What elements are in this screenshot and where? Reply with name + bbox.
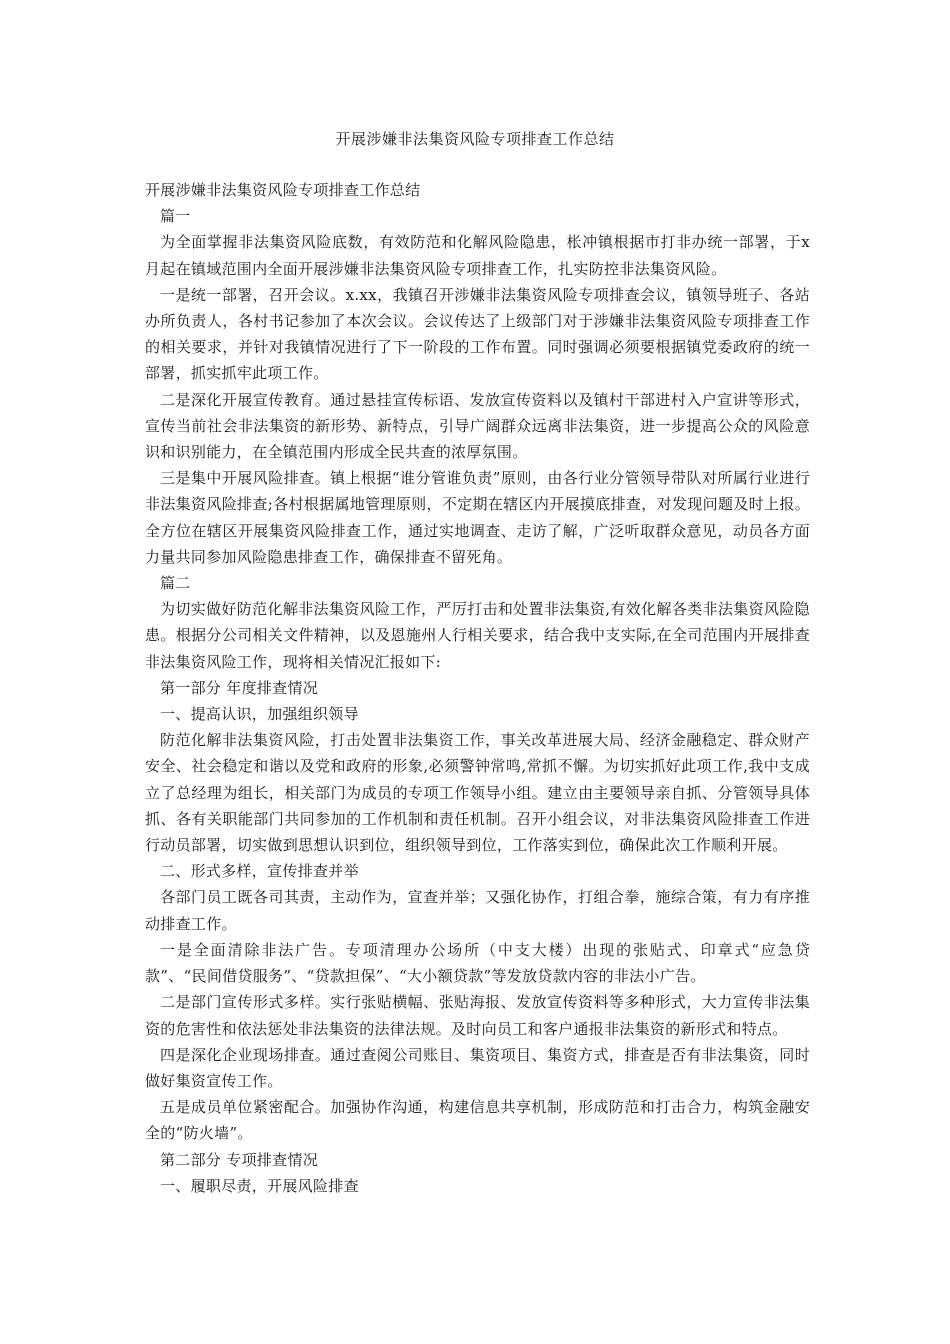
paragraph: 为切实做好防范化解非法集资风险工作，严厉打击和处置非法集资,有效化解各类非法集资风险隐患。根据分公司相关文件精神，以及恩施州人行相关要求，结合我中支实际,在全司范围内开展排查非法集资风险工作，现将相关情况汇报如下: <box>145 600 810 671</box>
paragraph: 四是深化企业现场排查。通过查阅公司账目、集资项目、集资方式，排查是否有非法集资，同时做好集资宣传工作。 <box>145 1045 810 1090</box>
paragraph: 为全面掌握非法集资风险底数，有效防范和化解风险隐患，枨冲镇根据市打非办统一部署，于x月起在镇域范围内全面开展涉嫌非法集资风险专项排查工作，扎实防控非法集资风险。 <box>145 233 810 278</box>
subsection-heading: 一、履职尽责，开展风险排查 <box>160 1176 359 1195</box>
body-heading: 开展涉嫌非法集资风险专项排查工作总结 <box>145 181 421 199</box>
document-body <box>145 177 810 1199</box>
paragraph: 防范化解非法集资风险，打击处置非法集资工作，事关改革进展大局、经济金融稳定、群众财产安全、社会稳定和谐以及党和政府的形象,必须警钟常鸣,常抓不懈。为切实抓好此项工作,我中支成立了总经理为组长，相关部门为成员的专项工作领导小组。建立由主要领导亲自抓、分管领导具体抓、各有关职能部门共同参加的工作机制和责任机制。召开小组会议，对非法集资风险排查工作进行动员部署，切实做到思想认识到位，组织领导到位，工作落实到位，确保此次工作顺利开展。 <box>145 731 810 855</box>
subsection-heading: 二、形式多样，宣传排查并举 <box>160 862 359 881</box>
section-label-part-two: 篇二 <box>160 574 191 593</box>
part-heading: 第二部分 专项排查情况 <box>160 1150 319 1169</box>
paragraph: 五是成员单位紧密配合。加强协作沟通，构建信息共享机制，形成防范和打击合力，构筑金融安全的“防火墙”。 <box>145 1098 810 1143</box>
paragraph: 二是部门宣传形式多样。实行张贴横幅、张贴海报、发放宣传资料等多种形式，大力宣传非法集资的危害性和依法惩处非法集资的法律法规。及时向员工和客户通报非法集资的新形式和特点。 <box>145 993 810 1038</box>
paragraph: 一是全面清除非法广告。专项清理办公场所（中支大楼）出现的张贴式、印章式“应急贷款”、“民间借贷服务”、“贷款担保”、“大小额贷款”等发放贷款内容的非法小广告。 <box>145 940 810 986</box>
paragraph: 二是深化开展宣传教育。通过悬挂宣传标语、发放宣传资料以及镇村干部进村入户宣讲等形式，宣传当前社会非法集资的新形势、新特点，引导广阔群众远离非法集资，进一步提高公众的风险意识和识别能力，在全镇范围内形成全民共查的浓厚氛围。 <box>145 390 810 462</box>
paragraph: 一是统一部署，召开会议。x.xx，我镇召开涉嫌非法集资风险专项排查会议，镇领导班子、各站办所负责人，各村书记参加了本次会议。会议传达了上级部门对于涉嫌非法集资风险专项排查工作的相关要求，并针对我镇情况进行了下一阶段的工作布置。同时强调必须要根据镇党委政府的统一部署，抓实抓牢此项工作。 <box>145 285 810 383</box>
section-label-part-one: 篇一 <box>160 207 191 226</box>
paragraph: 三是集中开展风险排查。镇上根据“谁分管谁负责”原则，由各行业分管领导带队对所属行业进行非法集资风险排查;各村根据属地管理原则，不定期在辖区内开展摸底排查，对发现问题及时上报。全方位在辖区开展集资风险排查工作，通过实地调查、走访了解，广泛听取群众意见，动员各方面力量共同参加风险隐患排查工作，确保排查不留死角。 <box>145 469 810 566</box>
paragraph: 各部门员工既各司其责，主动作为，宣查并举；又强化协作，打组合拳，施综合策，有力有序推动排查工作。 <box>145 888 810 933</box>
subsection-heading: 一、提高认识，加强组织领导 <box>160 705 359 724</box>
part-heading: 第一部分 年度排查情况 <box>160 678 319 697</box>
document-title: 开展涉嫌非法集资风险专项排查工作总结 <box>335 130 615 148</box>
